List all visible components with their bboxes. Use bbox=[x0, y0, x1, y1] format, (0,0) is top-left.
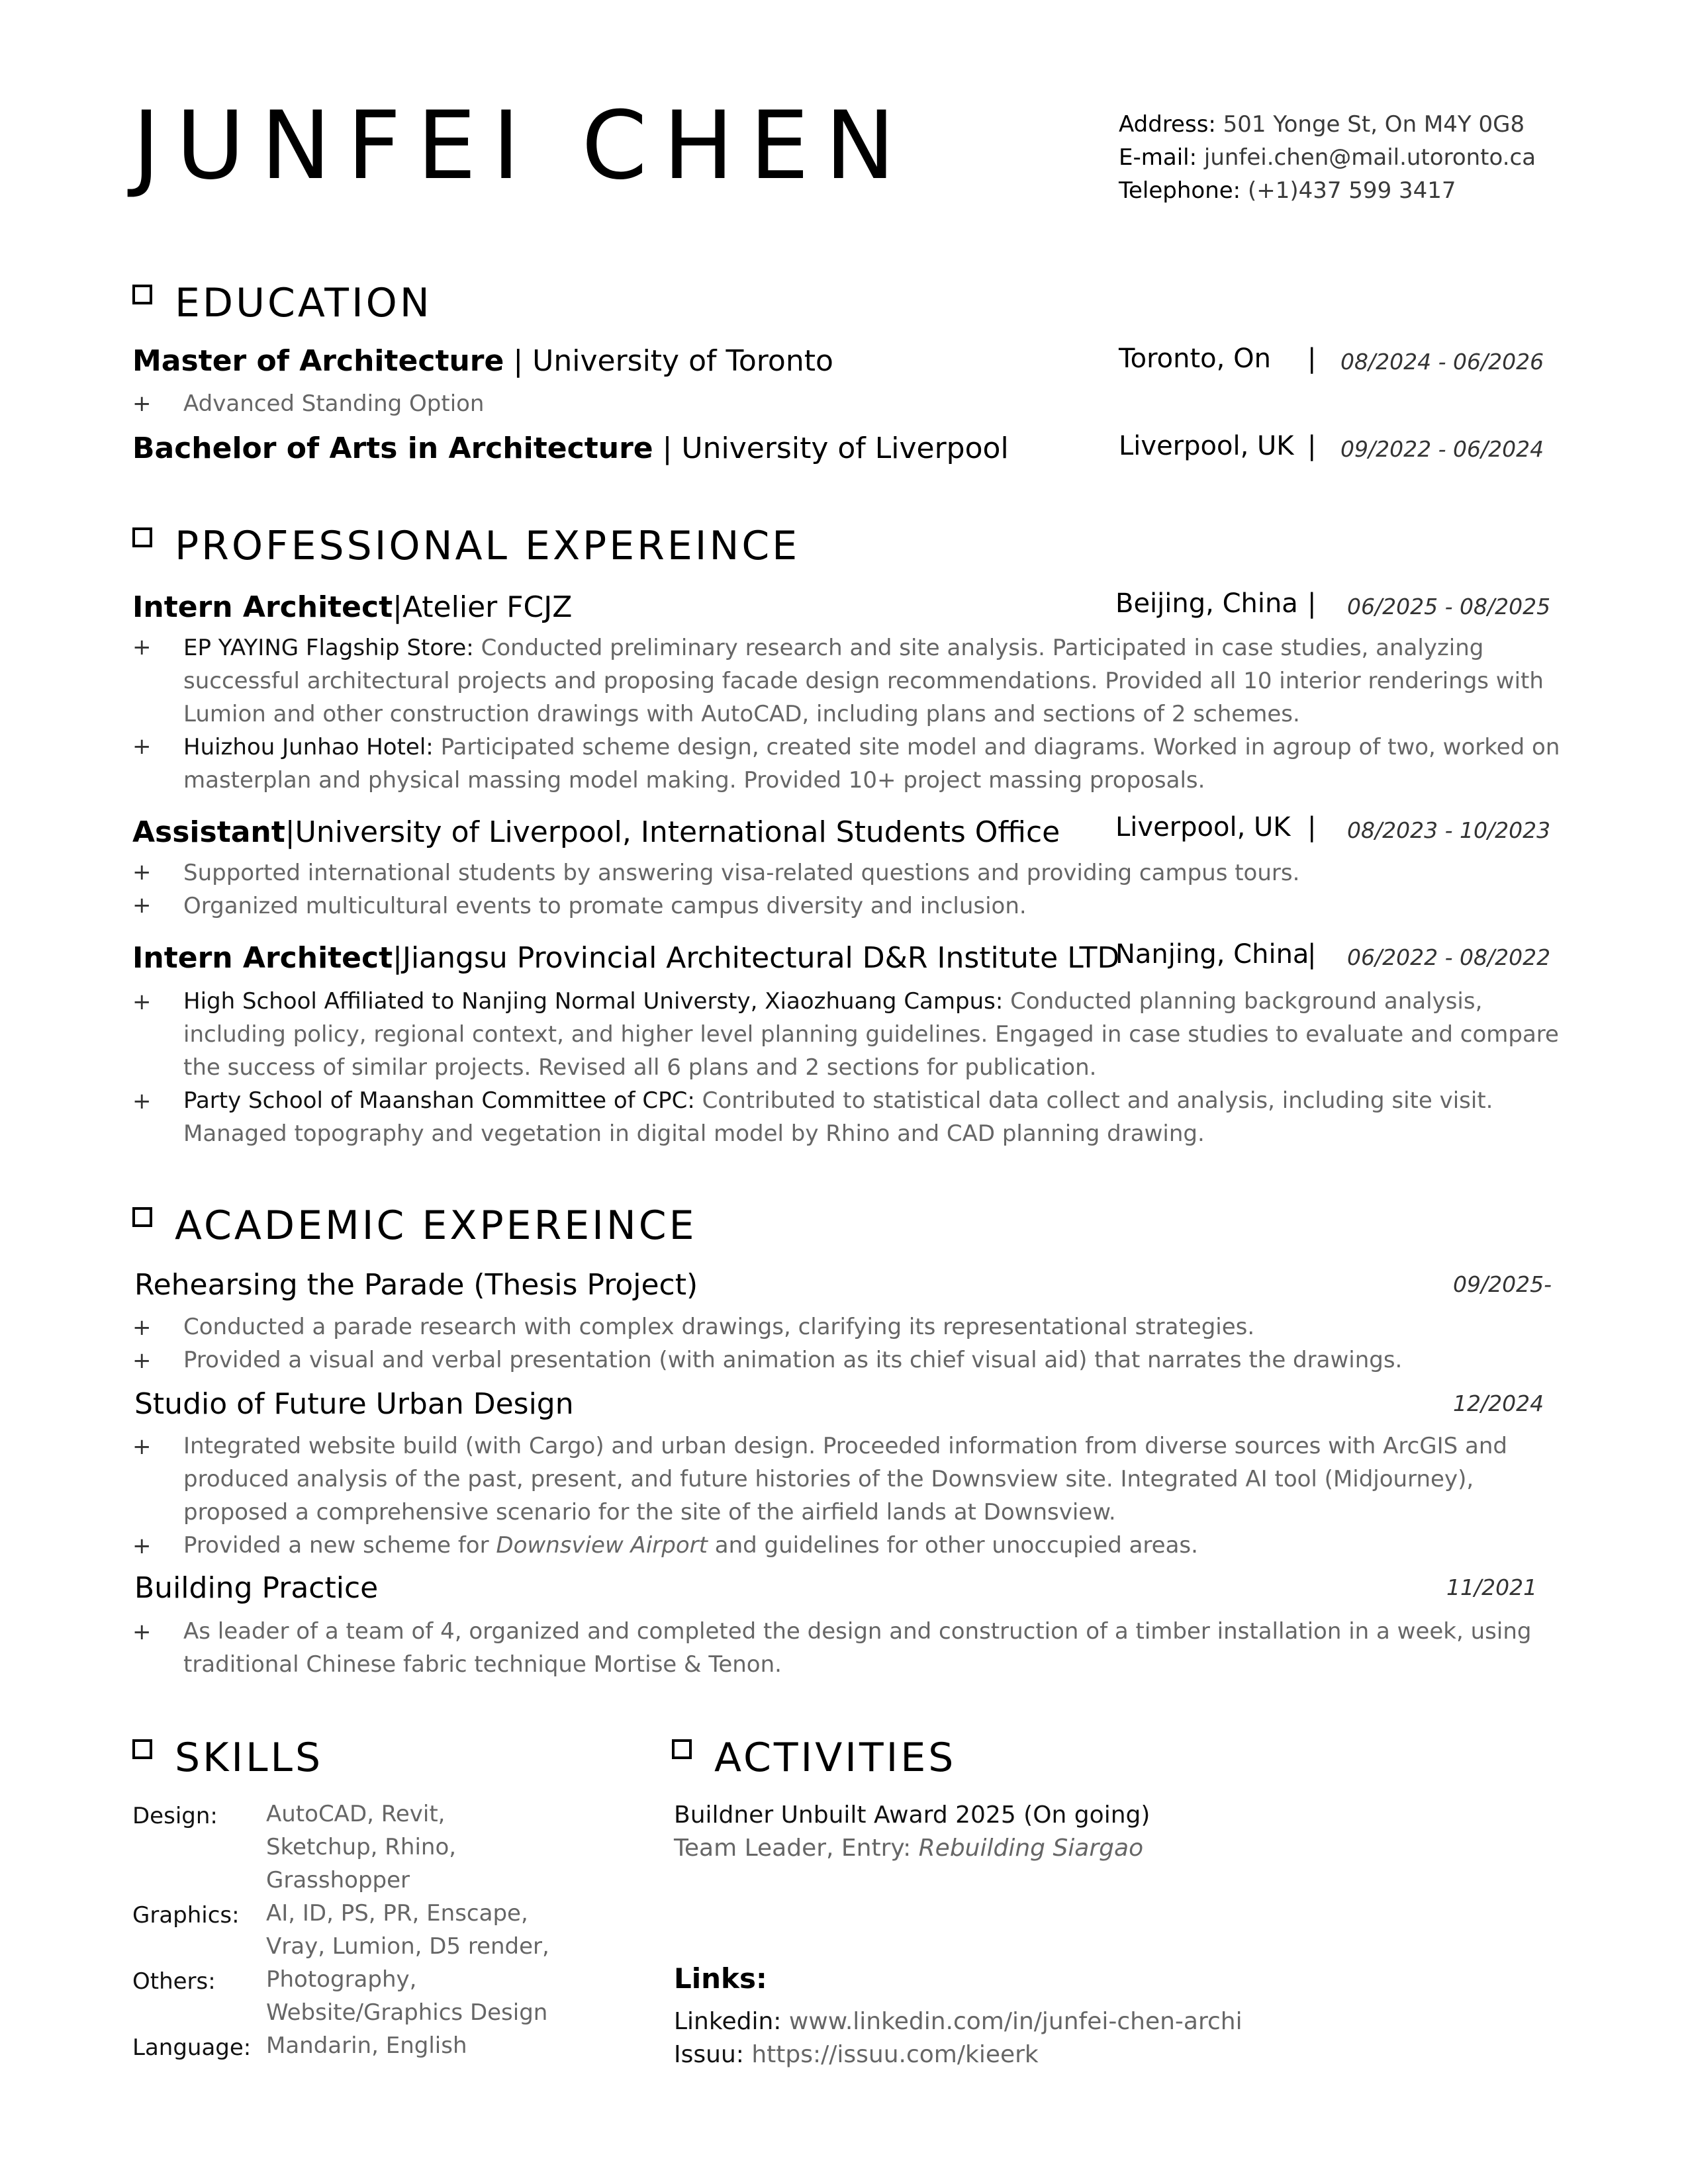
bullet-plus-icon: + bbox=[132, 1433, 152, 1460]
date-range: 08/2024 - 06/2026 bbox=[1340, 349, 1544, 375]
issuu-line bbox=[674, 2041, 1039, 2068]
phone-line bbox=[1119, 174, 1456, 207]
date-range: 12/2024 bbox=[1453, 1390, 1544, 1416]
bullet-plus-icon: + bbox=[132, 390, 152, 417]
skill-label-others: Others: bbox=[132, 1968, 216, 1995]
bullet-lead: Party School of Maanshan Committee of CPC: bbox=[183, 1087, 695, 1114]
separator: | bbox=[1307, 588, 1317, 619]
job-1-bullet-2 bbox=[183, 731, 1560, 797]
location: Toronto, On bbox=[1119, 343, 1271, 374]
school: | University of Liverpool bbox=[653, 432, 1009, 465]
skill-value: Grasshopper bbox=[266, 1867, 410, 1893]
job-role: Intern Architect bbox=[132, 941, 393, 975]
links-heading: Links: bbox=[674, 1962, 767, 1995]
bullet-lead: Huizhou Junhao Hotel: bbox=[183, 734, 434, 760]
location: Liverpool, UK bbox=[1119, 431, 1294, 461]
education-note: Advanced Standing Option bbox=[183, 390, 485, 417]
email-value[interactable]: junfei.chen@mail.utoronto.ca bbox=[1197, 144, 1536, 171]
phone-label: Telephone: bbox=[1119, 177, 1241, 204]
square-bullet-icon bbox=[132, 1207, 152, 1227]
activities-heading-text: ACTIVITIES bbox=[714, 1735, 957, 1781]
bullet-plus-icon: + bbox=[132, 1314, 152, 1341]
job-role: Assistant bbox=[132, 815, 285, 849]
skill-label-graphics: Graphics: bbox=[132, 1902, 240, 1929]
skill-value: Website/Graphics Design bbox=[266, 1999, 548, 2026]
job-1-bullet-1 bbox=[183, 631, 1560, 731]
date-range: 09/2022 - 06/2024 bbox=[1340, 436, 1544, 462]
academic-heading-text: ACADEMIC EXPEREINCE bbox=[175, 1203, 697, 1249]
project-3-title: Building Practice bbox=[134, 1571, 379, 1605]
separator: | bbox=[1307, 812, 1317, 842]
bullet-text: Conducted planning background analysis, including policy, regional context, and higher level planning guidelines. Engaged in case studies to evaluate and compare the success of similar projects. Revised all 6 plans and 2 sections for publication. bbox=[183, 988, 1559, 1081]
degree: Bachelor of Arts in Architecture bbox=[132, 432, 653, 465]
date-range: 06/2022 - 08/2022 bbox=[1347, 944, 1551, 970]
email-label: E-mail: bbox=[1119, 144, 1197, 171]
bullet-plus-icon: + bbox=[132, 1347, 152, 1374]
activities-heading bbox=[672, 1735, 957, 1781]
job-2-title bbox=[132, 815, 1060, 849]
address-line bbox=[1119, 108, 1524, 141]
bullet-plus-icon: + bbox=[132, 1088, 152, 1115]
project-2-bullet-1: Integrated website build (with Cargo) and urban design. Proceeded information from diverse sources with ArcGIS and produced analysis of the past, present, and future histories of the Downsview site. Integrated AI tool (Midjourney), proposed a comprehensive scenario for the site of the airfield lands at Downsview. bbox=[183, 1433, 1507, 1525]
bullet-plus-icon: + bbox=[132, 989, 152, 1015]
skill-value: AI, ID, PS, PR, Enscape, bbox=[266, 1900, 528, 1927]
candidate-name: JUNFEI CHEN bbox=[132, 91, 912, 201]
project-2-title: Studio of Future Urban Design bbox=[134, 1387, 574, 1421]
activity-subtitle bbox=[674, 1835, 1143, 1862]
linkedin-label: Linkedin: bbox=[674, 2008, 782, 2035]
skill-value: AutoCAD, Revit, bbox=[266, 1801, 445, 1827]
separator: | bbox=[1307, 939, 1317, 970]
issuu-label: Issuu: bbox=[674, 2041, 744, 2068]
bullet-text-post: and guidelines for other unoccupied areas. bbox=[707, 1532, 1198, 1559]
skill-values-language bbox=[266, 2029, 467, 2062]
bullet-plus-icon: + bbox=[132, 859, 152, 886]
skill-value: Mandarin, English bbox=[266, 2032, 467, 2059]
job-3-bullet-1 bbox=[183, 985, 1560, 1084]
phone-value: (+1)437 599 3417 bbox=[1241, 177, 1456, 204]
job-org: |University of Liverpool, International Students Office bbox=[285, 815, 1060, 849]
location: Liverpool, UK bbox=[1115, 812, 1291, 842]
skill-label-design: Design: bbox=[132, 1803, 218, 1829]
job-1-title bbox=[132, 590, 573, 624]
job-role: Intern Architect bbox=[132, 590, 393, 624]
date-range: 06/2025 - 08/2025 bbox=[1347, 594, 1551, 619]
skill-values-design bbox=[266, 1797, 456, 1897]
education-heading bbox=[132, 280, 432, 326]
skills-heading-text: SKILLS bbox=[175, 1735, 324, 1781]
skill-values-others bbox=[266, 1963, 547, 2029]
project-1-bullet-1: Conducted a parade research with complex drawings, clarifying its representational strategies. bbox=[183, 1314, 1255, 1340]
skill-value: Vray, Lumion, D5 render, bbox=[266, 1933, 549, 1960]
professional-heading-text: PROFESSIONAL EXPEREINCE bbox=[175, 523, 800, 569]
bullet-text: Participated scheme design, created site model and diagrams. Worked in agroup of two, worked on masterplan and physical massing model making. Provided 10+ project massing proposals. bbox=[183, 734, 1560, 794]
email-line bbox=[1119, 141, 1536, 174]
bullet-plus-icon: + bbox=[132, 1533, 152, 1559]
separator: | bbox=[1307, 431, 1317, 461]
bullet-text-pre: Provided a new scheme for bbox=[183, 1532, 496, 1559]
skills-heading bbox=[132, 1735, 324, 1781]
project-1-bullet-2: Provided a visual and verbal presentation (with animation as its chief visual aid) that narrates the drawings. bbox=[183, 1347, 1403, 1373]
square-bullet-icon bbox=[132, 1739, 152, 1759]
job-2-bullet-2: Organized multicultural events to promate campus diversity and inclusion. bbox=[183, 893, 1027, 919]
bullet-text: Conducted preliminary research and site analysis. Participated in case studies, analyzing successful architectural projects and proposing facade design recommendations. Provided all 10 interior renderings with Lumion and other construction drawings with AutoCAD, including plans and sections of 2 schemes. bbox=[183, 635, 1544, 727]
square-bullet-icon bbox=[132, 527, 152, 547]
project-2-bullet-2 bbox=[183, 1529, 1560, 1562]
degree: Master of Architecture bbox=[132, 344, 504, 378]
skill-value: Sketchup, Rhino, bbox=[266, 1834, 457, 1860]
linkedin-link[interactable]: www.linkedin.com/in/junfei-chen-archi bbox=[781, 2008, 1243, 2035]
job-3-bullet-2 bbox=[183, 1084, 1560, 1150]
skill-value: Photography, bbox=[266, 1966, 417, 1993]
job-3-title bbox=[132, 941, 1120, 975]
bullet-plus-icon: + bbox=[132, 892, 152, 919]
academic-heading bbox=[132, 1203, 697, 1249]
separator: | bbox=[1307, 343, 1317, 374]
issuu-link[interactable]: https://issuu.com/kieerk bbox=[743, 2041, 1039, 2068]
education-heading-text: EDUCATION bbox=[175, 280, 432, 326]
date-range: 09/2025- bbox=[1453, 1271, 1552, 1297]
linkedin-line bbox=[674, 2008, 1243, 2035]
skill-values-graphics bbox=[266, 1897, 549, 1963]
job-org: |Atelier FCJZ bbox=[393, 590, 573, 624]
project-3-bullet-1: As leader of a team of 4, organized and completed the design and construction of a timber installation in a week, using traditional Chinese fabric technique Mortise & Tenon. bbox=[183, 1618, 1532, 1678]
square-bullet-icon bbox=[132, 285, 152, 304]
bullet-lead: High School Affiliated to Nanjing Normal Universty, Xiaozhuang Campus: bbox=[183, 988, 1004, 1015]
square-bullet-icon bbox=[672, 1739, 692, 1759]
bullet-plus-icon: + bbox=[132, 1619, 152, 1645]
bullet-plus-icon: + bbox=[132, 733, 152, 760]
address-value: 501 Yonge St, On M4Y 0G8 bbox=[1215, 111, 1525, 138]
skill-label-language: Language: bbox=[132, 2034, 252, 2061]
bullet-text: Contributed to statistical data collect and analysis, including site visit. Managed topography and vegetation in digital model by Rhino and CAD planning drawing. bbox=[183, 1087, 1493, 1147]
date-range: 08/2023 - 10/2023 bbox=[1347, 817, 1551, 843]
education-entry-2-title bbox=[132, 434, 1009, 463]
education-entry-1-title bbox=[132, 344, 833, 378]
bullet-text-em: Downsview Airport bbox=[496, 1532, 708, 1559]
bullet-plus-icon: + bbox=[132, 634, 152, 660]
activity-title: Buildner Unbuilt Award 2025 (On going) bbox=[674, 1801, 1150, 1829]
address-label: Address: bbox=[1119, 111, 1216, 138]
project-1-title: Rehearsing the Parade (Thesis Project) bbox=[134, 1268, 698, 1302]
professional-heading bbox=[132, 523, 800, 569]
job-2-bullet-1: Supported international students by answering visa-related questions and providing campus tours. bbox=[183, 860, 1300, 886]
activity-role: Team Leader, Entry: bbox=[674, 1835, 919, 1862]
date-range: 11/2021 bbox=[1446, 1574, 1538, 1600]
school: | University of Toronto bbox=[504, 344, 833, 378]
job-org: |Jiangsu Provincial Architectural D&R Institute LTD bbox=[393, 941, 1120, 975]
location: Nanjing, China bbox=[1115, 939, 1309, 970]
bullet-lead: EP YAYING Flagship Store: bbox=[183, 635, 474, 661]
location: Beijing, China bbox=[1115, 588, 1298, 619]
activity-entry: Rebuilding Siargao bbox=[918, 1835, 1144, 1862]
